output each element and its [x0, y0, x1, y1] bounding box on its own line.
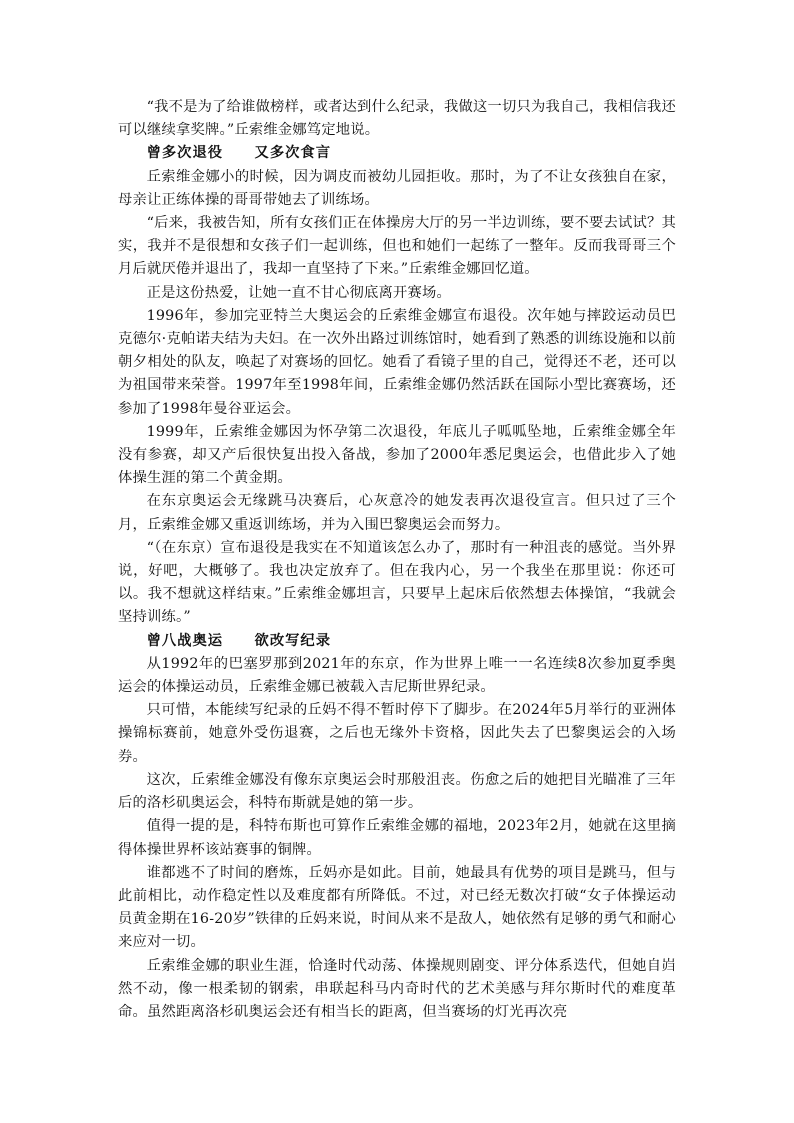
paragraph: 这次，丘索维金娜没有像东京奥运会时那般沮丧。伤愈之后的她把目光瞄准了三年后的洛杉矶奥运会，科特布斯就是她的第一步。	[118, 771, 676, 812]
paragraph: “（在东京）宣布退役是我实在不知道该怎么办了，那时有一种沮丧的感觉。当外界说，好吧，大概够了。我也决定放弃了。但在我内心，另一个我坐在那里说：你还可以。我不想就这样结束。”丘索维金娜坦言，只要早上起床后依然想去体操馆，“我就会坚持训练。”	[118, 539, 676, 626]
paragraph: 值得一提的是，科特布斯也可算作丘索维金娜的福地，2023年2月，她就在这里摘得体操世界杯该站赛事的铜牌。	[118, 818, 676, 858]
section-heading-part: 曾八战奥运	[146, 632, 224, 649]
section-heading-part: 欲改写纪录	[254, 632, 332, 649]
section-heading-part: 曾多次退役	[146, 145, 224, 162]
paragraph: 1996年，参加完亚特兰大奥运会的丘索维金娜宣布退役。次年她与摔跤运动员巴克德尔·克帕诺夫结为夫妇。在一次外出路过训练馆时，她看到了熟悉的训练设施和以前朝夕相处的队友，唤起了对赛场的回忆。她看了看镜子里的自己，觉得还不老，还可以为祖国带来荣誉。1997年至1998年间，丘索维金娜仍然活跃在国际小型比赛赛场，还参加了1998年曼谷亚运会。	[118, 307, 676, 417]
section-heading	[118, 630, 676, 653]
paragraph: 谁都逃不了时间的磨炼，丘妈亦是如此。目前，她最具有优势的项目是跳马，但与此前相比，动作稳定性以及难度都有所降低。不过，对已经无数次打破“女子体操运动员黄金期在16-20岁”铁律的丘妈来说，时间从来不是敌人，她依然有足够的勇气和耐心来应对一切。	[118, 864, 676, 951]
paragraph: 在东京奥运会无缘跳马决赛后，心灰意冷的她发表再次退役宣言。但只过了三个月，丘索维金娜又重返训练场，并为入围巴黎奥运会而努力。	[118, 493, 676, 533]
article-body	[118, 96, 676, 1024]
paragraph: 丘索维金娜小的时候，因为调皮而被幼儿园拒收。那时，为了不让女孩独自在家，母亲让正练体操的哥哥带她去了训练场。	[118, 168, 676, 208]
section-heading-part: 又多次食言	[254, 145, 332, 162]
paragraph: 1999年，丘索维金娜因为怀孕第二次退役，年底儿子呱呱坠地，丘索维金娜全年没有参赛，却又产后很快复出投入备战，参加了2000年悉尼奥运会，也借此步入了她体操生涯的第二个黄金期。	[118, 423, 676, 487]
paragraph: 只可惜，本能续写纪录的丘妈不得不暂时停下了脚步。在2024年5月举行的亚洲体操锦标赛前，她意外受伤退赛，之后也无缘外卡资格，因此失去了巴黎奥运会的入场券。	[118, 702, 676, 765]
paragraph: 丘索维金娜的职业生涯，恰逢时代动荡、体操规则剧变、评分体系迭代，但她自岿然不动，像一根柔韧的钢索，串联起科马内奇时代的艺术美感与拜尔斯时代的难度革命。虽然距离洛杉矶奥运会还有相当长的距离，但当赛场的灯光再次亮	[118, 957, 676, 1020]
paragraph: “后来，我被告知，所有女孩们正在体操房大厅的另一半边训练，要不要去试试？其实，我并不是很想和女孩子们一起训练，但也和她们一起练了一整年。反而我哥哥三个月后就厌倦并退出了，我却一直坚持了下来。”丘索维金娜回忆道。	[118, 215, 676, 278]
section-heading	[118, 142, 676, 165]
paragraph: “我不是为了给谁做榜样，或者达到什么纪录，我做这一切只为我自己，我相信我还可以继续拿奖牌。”丘索维金娜笃定地说。	[118, 99, 676, 139]
paragraph: 从1992年的巴塞罗那到2021年的东京，作为世界上唯一一名连续8次参加夏季奥运会的体操运动员，丘索维金娜已被载入吉尼斯世界纪录。	[118, 655, 676, 696]
paragraph: 正是这份热爱，让她一直不甘心彻底离开赛场。	[146, 284, 452, 301]
